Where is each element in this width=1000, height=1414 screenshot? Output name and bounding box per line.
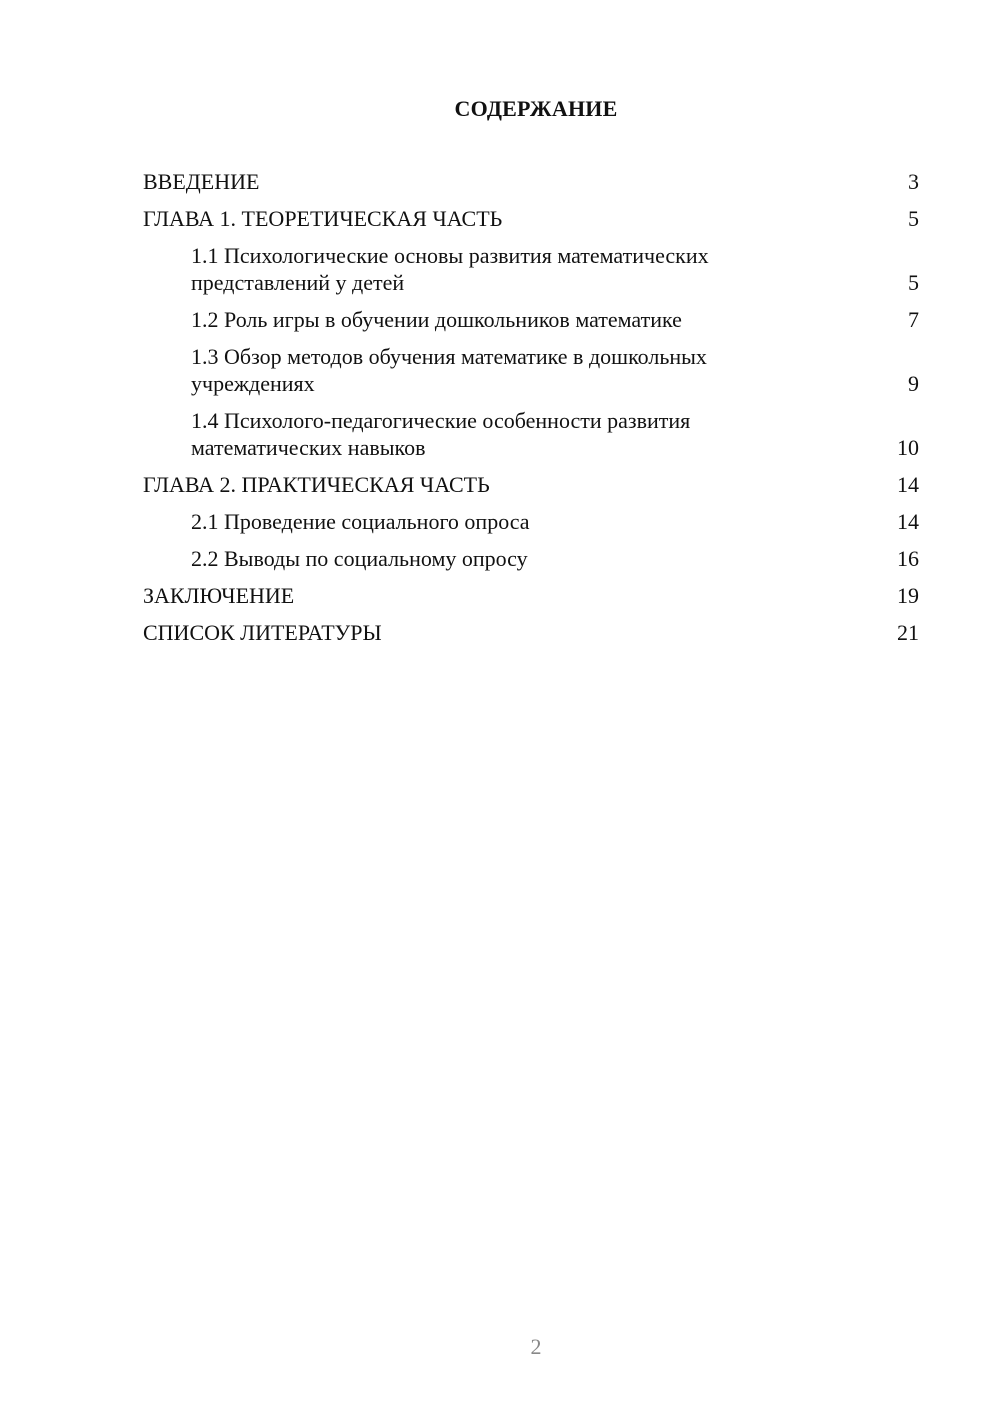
toc-entry-section-2-1[interactable] [143, 508, 919, 535]
toc-entry-page: 21 [897, 620, 919, 645]
toc-entry-chapter-2[interactable] [143, 471, 919, 498]
page-title: СОДЕРЖАНИЕ [454, 96, 618, 121]
toc-entry-label: 1.3 Обзор методов обучения математике в дошкольных учреждениях [191, 344, 707, 396]
toc-entry-page: 5 [908, 206, 919, 231]
toc-entry-label: ГЛАВА 1. ТЕОРЕТИЧЕСКАЯ ЧАСТЬ [143, 206, 503, 231]
toc-entry-label: 2.1 Проведение социального опроса [191, 509, 530, 534]
toc-entry-chapter-1[interactable] [143, 205, 919, 232]
toc-entry-page: 14 [897, 509, 919, 534]
toc-entry-label: 1.4 Психолого-педагогические особенности развития математических навыков [191, 408, 691, 460]
toc-entry-label: ЗАКЛЮЧЕНИЕ [143, 583, 295, 608]
toc-entry-page: 9 [908, 371, 919, 396]
toc-entry-label: СПИСОК ЛИТЕРАТУРЫ [143, 620, 382, 645]
toc-entry-label: 2.2 Выводы по социальному опросу [191, 546, 528, 571]
toc-entry-label: ГЛАВА 2. ПРАКТИЧЕСКАЯ ЧАСТЬ [143, 472, 490, 497]
toc-entry-section-2-2[interactable] [143, 545, 919, 572]
toc-entry-section-1-1[interactable] [143, 242, 919, 296]
toc-entry-page: 16 [897, 546, 919, 571]
table-of-contents [143, 168, 919, 656]
toc-entry-section-1-4[interactable] [143, 407, 919, 461]
toc-entry-page: 10 [897, 435, 919, 460]
page-number: 2 [530, 1334, 542, 1359]
toc-entry-references[interactable] [143, 619, 919, 646]
toc-entry-page: 7 [908, 307, 919, 332]
toc-entry-section-1-3[interactable] [143, 343, 919, 397]
toc-entry-page: 5 [908, 270, 919, 295]
toc-entry-conclusion[interactable] [143, 582, 919, 609]
toc-entry-page: 19 [897, 583, 919, 608]
toc-entry-section-1-2[interactable] [143, 306, 919, 333]
toc-entry-label: ВВЕДЕНИЕ [143, 169, 260, 194]
toc-entry-label: 1.1 Психологические основы развития математических представлений у детей [191, 243, 709, 295]
toc-entry-page: 14 [897, 472, 919, 497]
toc-entry-label: 1.2 Роль игры в обучении дошкольников математике [191, 307, 682, 332]
toc-entry-page: 3 [908, 169, 919, 194]
toc-entry-introduction[interactable] [143, 168, 919, 195]
